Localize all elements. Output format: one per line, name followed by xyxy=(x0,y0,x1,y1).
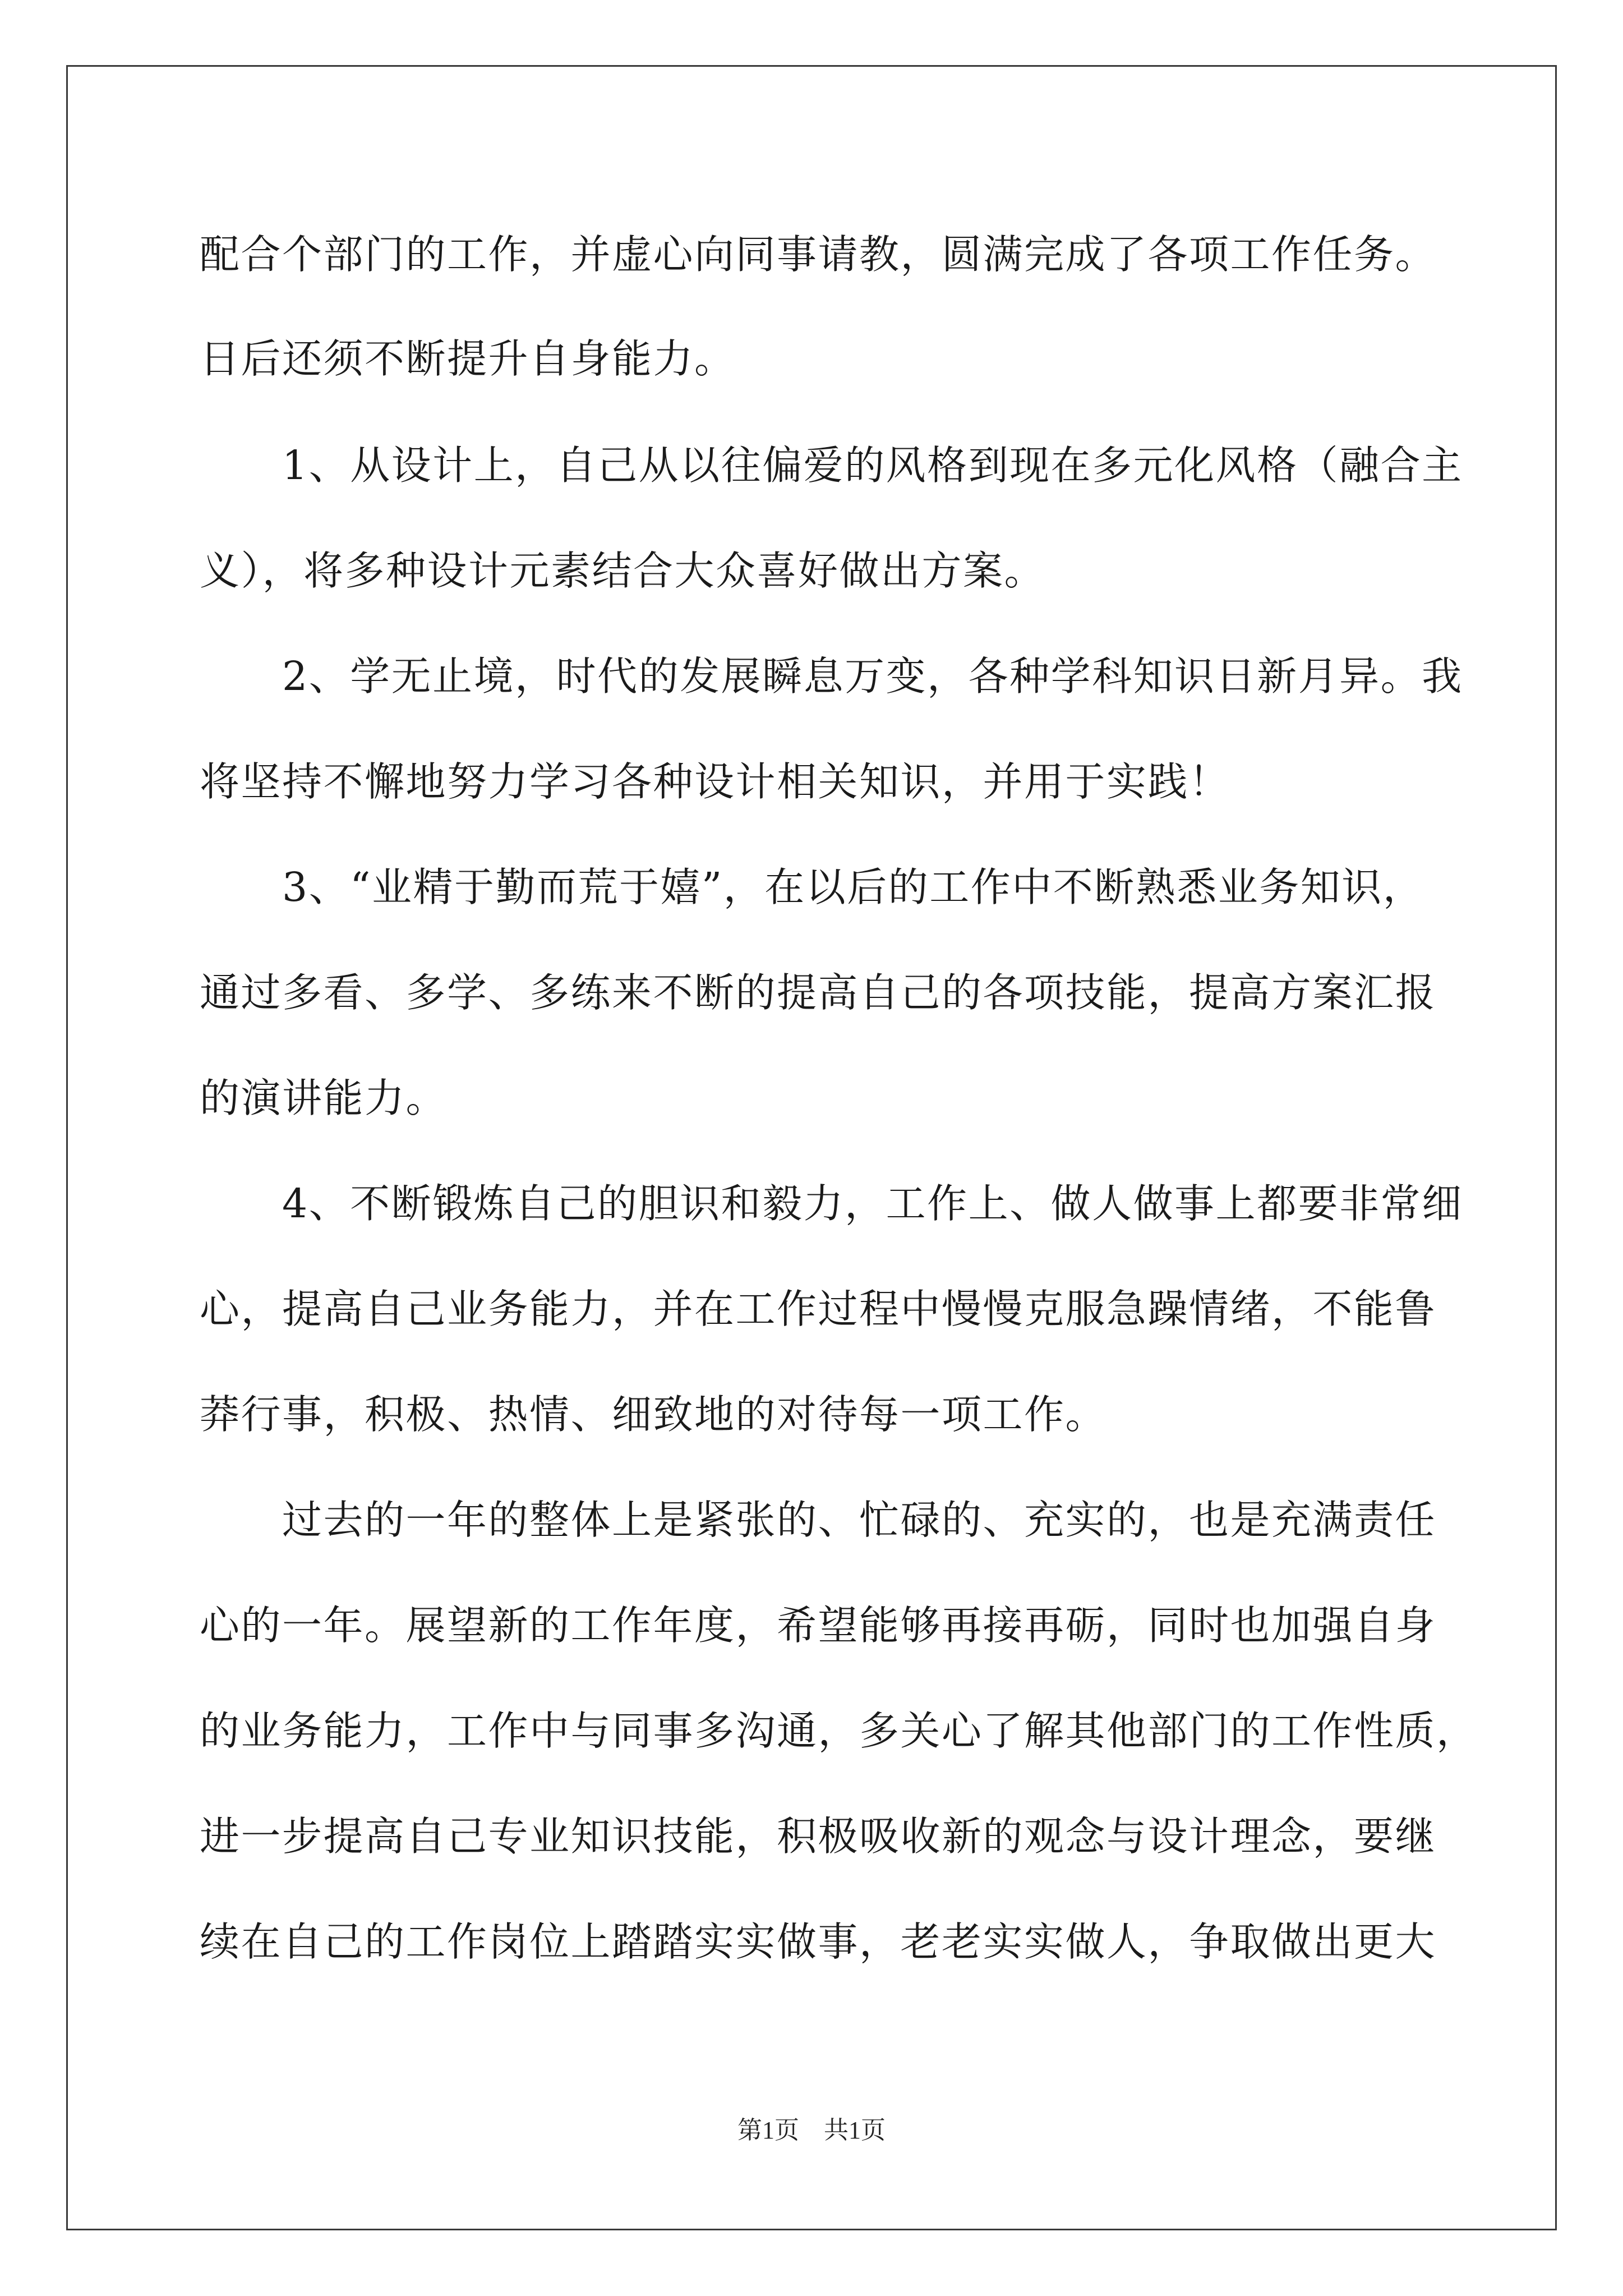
text-line: 义），将多种设计元素结合大众喜好做出方案。 xyxy=(200,547,1046,594)
text-line: 将坚持不懈地努力学习各种设计相关知识，并用于实践！ xyxy=(200,758,1230,805)
page-footer xyxy=(0,2114,1623,2147)
text-line: 进一步提高自己专业知识技能，积极吸收新的观念与设计理念，要继 xyxy=(200,1813,1437,1860)
text-line: 4、不断锻炼自己的胆识和毅力，工作上、做人做事上都要非常细 xyxy=(200,1180,1463,1227)
text-line: 莽行事，积极、热情、细致地的对待每一项工作。 xyxy=(200,1391,1107,1438)
text-line: 的业务能力，工作中与同事多沟通，多关心了解其他部门的工作性质， xyxy=(200,1708,1478,1754)
text-line: 3、“业精于勤而荒于嬉”，在以后的工作中不断熟悉业务知识， xyxy=(200,864,1424,910)
page-border xyxy=(66,65,1557,2230)
text-line: 1、从设计上，自己从以往偏爱的风格到现在多元化风格（融合主 xyxy=(200,442,1463,489)
text-line: 过去的一年的整体上是紧张的、忙碌的、充实的，也是充满责任 xyxy=(200,1497,1437,1543)
page-number: 第1页 共1页 xyxy=(737,2116,886,2144)
text-line: 的演讲能力。 xyxy=(200,1075,448,1121)
text-line: 续在自己的工作岗位上踏踏实实做事，老老实实做人，争取做出更大 xyxy=(200,1918,1437,1965)
text-line: 配合个部门的工作，并虚心向同事请教，圆满完成了各项工作任务。 xyxy=(200,231,1437,278)
text-line: 心，提高自己业务能力，并在工作过程中慢慢克服急躁情绪，不能鲁 xyxy=(200,1286,1437,1332)
text-line: 日后还须不断提升自身能力。 xyxy=(200,335,736,382)
text-line: 2、学无止境，时代的发展瞬息万变，各种学科知识日新月异。我 xyxy=(200,653,1463,700)
text-line: 通过多看、多学、多练来不断的提高自己的各项技能，提高方案汇报 xyxy=(200,969,1437,1016)
text-line: 心的一年。展望新的工作年度，希望能够再接再砺，同时也加强自身 xyxy=(200,1602,1437,1649)
